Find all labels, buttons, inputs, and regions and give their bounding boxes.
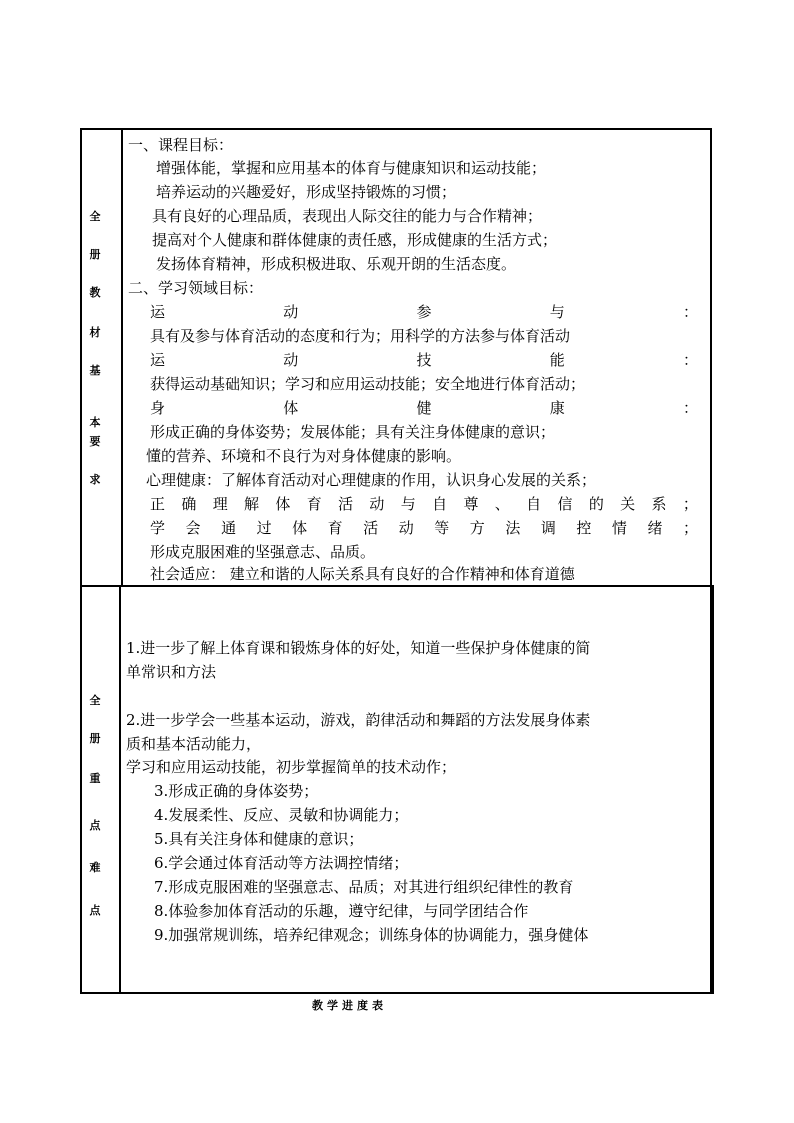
spread-char: 的 — [588, 495, 604, 513]
key-point-2-cont: 质和基本活动能力， — [126, 735, 262, 753]
spread-char: 解 — [244, 495, 260, 513]
label-char: 册 — [89, 732, 101, 745]
key-point-1-cont: 单常识和方法 — [126, 663, 217, 681]
spread-char: 动 — [283, 351, 299, 369]
text-line: 具有及参与体育活动的态度和行为；用科学的方法参与体育活动 — [150, 327, 571, 345]
spread-char: 关 — [620, 495, 636, 513]
column-divider — [121, 128, 123, 586]
spread-char: 信 — [557, 495, 573, 513]
spread-char: 通 — [221, 519, 237, 537]
spread-line-emotion — [150, 518, 698, 538]
spread-char: 会 — [185, 519, 201, 537]
text-line: 形成正确的身体姿势；发展体能；具有关注身体健康的意识； — [150, 423, 556, 441]
label-char: 全 — [89, 694, 101, 707]
label-char: 重 — [89, 772, 101, 785]
text-line: 心理健康：了解体育活动对心理健康的作用，认识身心发展的关系； — [146, 471, 597, 489]
heading-course-goals: 一、课程目标： — [128, 136, 234, 154]
spread-line-self-esteem — [150, 494, 698, 514]
spread-char: 参 — [416, 303, 432, 321]
spread-char: 技 — [416, 351, 432, 369]
spread-char: 控 — [576, 519, 592, 537]
goal-line: 增强体能，掌握和应用基本的体育与健康知识和运动技能； — [156, 159, 547, 177]
spread-line-skills — [150, 350, 698, 370]
key-point-item: 8.体验参加体育活动的乐趣，遵守纪律，与同学团结合作 — [154, 902, 529, 920]
spread-char: ： — [682, 351, 698, 369]
key-point-item: 9.加强常规训练，培养纪律观念；训练身体的协调能力，强身健体 — [154, 926, 589, 944]
spread-char: 育 — [327, 519, 343, 537]
spread-char: 运 — [150, 351, 166, 369]
key-point-item: 6.学会通过体育活动等方法调控情绪； — [154, 854, 409, 872]
key-point-item: 5.具有关注身体和健康的意识； — [154, 830, 364, 848]
spread-char: 尊 — [463, 495, 479, 513]
text-line: 形成克服困难的坚强意志、品质。 — [150, 543, 376, 561]
column-divider — [119, 587, 121, 994]
spread-char: 体 — [292, 519, 308, 537]
spread-char: 与 — [400, 495, 416, 513]
spread-char: ： — [682, 303, 698, 321]
label-char: 基 — [89, 364, 101, 377]
spread-char: 体 — [283, 399, 299, 417]
label-char: 点 — [89, 819, 101, 832]
table-right-border — [712, 585, 714, 994]
heading-learning-goals: 二、学习领域目标： — [128, 279, 264, 297]
goal-line: 提高对个人健康和群体健康的责任感，形成健康的生活方式； — [152, 231, 558, 249]
label-char: 本 — [89, 416, 101, 429]
spread-char: 过 — [256, 519, 272, 537]
key-point-1: 1.进一步了解上体育课和锻炼身体的好处，知道一些保护身体健康的简 — [126, 639, 591, 657]
footer-title: 教学进度表 — [312, 999, 387, 1012]
spread-char: 身 — [150, 399, 166, 417]
row-divider — [80, 585, 712, 587]
text-line: 懂的营养、环境和不良行为对身体健康的影响。 — [146, 447, 462, 465]
label-char: 要 — [89, 435, 101, 448]
spread-line-health — [150, 398, 698, 418]
spread-char: ； — [682, 519, 698, 537]
spread-char: 活 — [363, 519, 379, 537]
spread-char: 动 — [283, 303, 299, 321]
goal-line: 具有良好的心理品质，表现出人际交往的能力与合作精神； — [152, 207, 543, 225]
label-char: 册 — [89, 248, 101, 261]
spread-char: 自 — [526, 495, 542, 513]
spread-char: 、 — [494, 495, 510, 513]
spread-char: 康 — [549, 399, 565, 417]
key-point-2: 2.进一步学会一些基本运动，游戏，韵律活动和舞蹈的方法发展身体素 — [126, 711, 591, 729]
spread-char: 体 — [275, 495, 291, 513]
goal-line: 培养运动的兴趣爱好，形成坚持锻炼的习惯； — [156, 183, 457, 201]
spread-char: 运 — [150, 303, 166, 321]
spread-line-participation — [150, 302, 698, 322]
spread-char: 动 — [398, 519, 414, 537]
spread-char: 法 — [505, 519, 521, 537]
spread-char: 育 — [306, 495, 322, 513]
spread-char: 等 — [434, 519, 450, 537]
label-char: 教 — [89, 286, 101, 299]
section2-label — [80, 690, 110, 930]
spread-char: ： — [682, 399, 698, 417]
spread-char: 正 — [150, 495, 166, 513]
label-char: 点 — [89, 904, 101, 917]
spread-char: 能 — [549, 351, 565, 369]
spread-char: 情 — [611, 519, 627, 537]
label-char: 全 — [89, 210, 101, 223]
key-point-2-cont: 学习和应用运动技能，初步掌握简单的技术动作； — [126, 758, 457, 776]
spread-char: 健 — [416, 399, 432, 417]
spread-char: 确 — [181, 495, 197, 513]
spread-char: 方 — [469, 519, 485, 537]
key-point-item: 3.形成正确的身体姿势； — [154, 782, 319, 800]
label-char: 难 — [89, 861, 101, 874]
spread-char: 动 — [369, 495, 385, 513]
label-char: 材 — [89, 326, 101, 339]
text-line: 获得运动基础知识；学习和应用运动技能；安全地进行体育活动； — [150, 375, 586, 393]
spread-char: 自 — [432, 495, 448, 513]
spread-char: 理 — [212, 495, 228, 513]
key-point-item: 4.发展柔性、反应、灵敏和协调能力； — [154, 806, 409, 824]
spread-char: 学 — [150, 519, 166, 537]
spread-char: 绪 — [647, 519, 663, 537]
key-point-item: 7.形成克服困难的坚强意志、品质；对其进行组织纪律性的教育 — [154, 878, 574, 896]
text-line: 社会适应： 建立和谐的人际关系具有良好的合作精神和体育道德 — [150, 565, 575, 583]
spread-char: 与 — [549, 303, 565, 321]
goal-line: 发扬体育精神，形成积极进取、乐观开朗的生活态度。 — [156, 255, 517, 273]
spread-char: ； — [682, 495, 698, 513]
spread-char: 调 — [540, 519, 556, 537]
section1-label — [80, 200, 110, 500]
label-char: 求 — [89, 473, 101, 486]
spread-char: 系 — [651, 495, 667, 513]
spread-char: 活 — [338, 495, 354, 513]
